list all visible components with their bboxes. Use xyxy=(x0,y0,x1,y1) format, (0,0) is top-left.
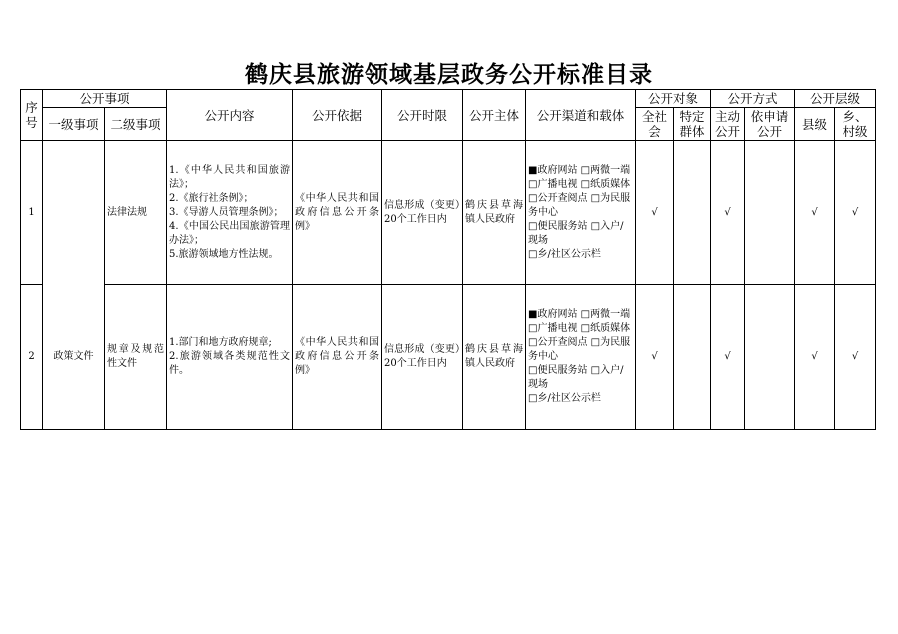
cell-line: 5.旅游领域地方性法规。 xyxy=(169,248,279,260)
header-basis: 公开依据 xyxy=(293,90,382,141)
row-channels xyxy=(526,285,636,430)
cell-line: □乡/社区公示栏 xyxy=(528,248,601,260)
catalog-table xyxy=(20,89,876,430)
cell-line: □公开查阅点 □为民服务中心 xyxy=(528,337,631,362)
row-content xyxy=(167,141,293,285)
header-level-township: 乡、村级 xyxy=(835,108,876,141)
cell-line: 2.《旅行社条例》； xyxy=(169,192,254,204)
row-target-all: √ xyxy=(636,285,674,430)
row-seq: 2 xyxy=(21,285,43,430)
cell-line: □广播电视 □纸质媒体 xyxy=(528,323,631,334)
cell-line: □广播电视 □纸质媒体 xyxy=(528,178,631,190)
row-method-active: √ xyxy=(711,285,745,430)
row-method-request xyxy=(745,141,795,285)
header-time-limit: 公开时限 xyxy=(382,90,463,141)
cell-line: 1.《中华人民共和国旅游法》； xyxy=(169,164,291,190)
cell-line: ■政府网站 □两微一端 xyxy=(528,164,631,176)
header-level-group: 公开层级 xyxy=(795,90,876,108)
header-level-county: 县级 xyxy=(795,108,835,141)
header-channels: 公开渠道和载体 xyxy=(526,90,636,141)
row-seq: 1 xyxy=(21,141,43,285)
cell-line: 2.旅游领域各类规范性文件。 xyxy=(169,351,291,376)
row-level-township: √ xyxy=(835,141,876,285)
row-level-county: √ xyxy=(795,285,835,430)
row-basis: 《中华人民共和国政府信息公开条例》 xyxy=(293,285,382,430)
row-target-specific xyxy=(674,285,711,430)
header-content: 公开内容 xyxy=(167,90,293,141)
row-target-specific xyxy=(674,141,711,285)
row-subject: 鹤庆县草海镇人民政府 xyxy=(463,141,526,285)
header-items-group: 公开事项 xyxy=(43,90,167,108)
row-method-request xyxy=(745,285,795,430)
cell-line: 4.《中国公民出国旅游管理办法》； xyxy=(169,220,291,246)
cell-line: □乡/社区公示栏 xyxy=(528,393,601,404)
header-target-group: 公开对象 xyxy=(636,90,711,108)
row-subject: 鹤庆县草海镇人民政府 xyxy=(463,285,526,430)
row-time-limit: 信息形成（变更）20个工作日内 xyxy=(382,141,463,285)
header-row-1 xyxy=(21,90,876,108)
header-level2: 二级事项 xyxy=(105,108,167,141)
page-title: 鹤庆县旅游领域基层政务公开标准目录 xyxy=(245,61,653,88)
header-seq: 序号 xyxy=(21,90,43,141)
header-subject: 公开主体 xyxy=(463,90,526,141)
row-level-township: √ xyxy=(835,285,876,430)
row-content xyxy=(167,285,293,430)
row-method-active: √ xyxy=(711,141,745,285)
header-level1: 一级事项 xyxy=(43,108,105,141)
header-method-group: 公开方式 xyxy=(711,90,795,108)
header-method-active: 主动公开 xyxy=(711,108,745,141)
row-channels xyxy=(526,141,636,285)
row-level2: 法律法规 xyxy=(105,141,167,285)
cell-line: 3.《导游人员管理条例》； xyxy=(169,206,284,218)
category-merged-cell: 政策文件 xyxy=(43,285,105,430)
table-row xyxy=(21,285,876,430)
row-level1 xyxy=(43,141,105,285)
row-level2: 规章及规范性文件 xyxy=(105,285,167,430)
cell-line: ■政府网站 □两微一端 xyxy=(528,309,631,320)
cell-line: □便民服务站 □入户/现场 xyxy=(528,365,624,390)
table-row xyxy=(21,141,876,285)
cell-line: □便民服务站 □入户/现场 xyxy=(528,220,624,246)
row-basis: 《中华人民共和国政府信息公开条例》 xyxy=(293,141,382,285)
row-target-all: √ xyxy=(636,141,674,285)
row-level-county: √ xyxy=(795,141,835,285)
row-time-limit: 信息形成（变更）20个工作日内 xyxy=(382,285,463,430)
header-target-all: 全社会 xyxy=(636,108,674,141)
header-target-specific: 特定群体 xyxy=(674,108,711,141)
cell-line: □公开查阅点 □为民服务中心 xyxy=(528,192,631,218)
header-method-request: 依申请公开 xyxy=(745,108,795,141)
cell-line: 1.部门和地方政府规章; xyxy=(169,337,272,348)
